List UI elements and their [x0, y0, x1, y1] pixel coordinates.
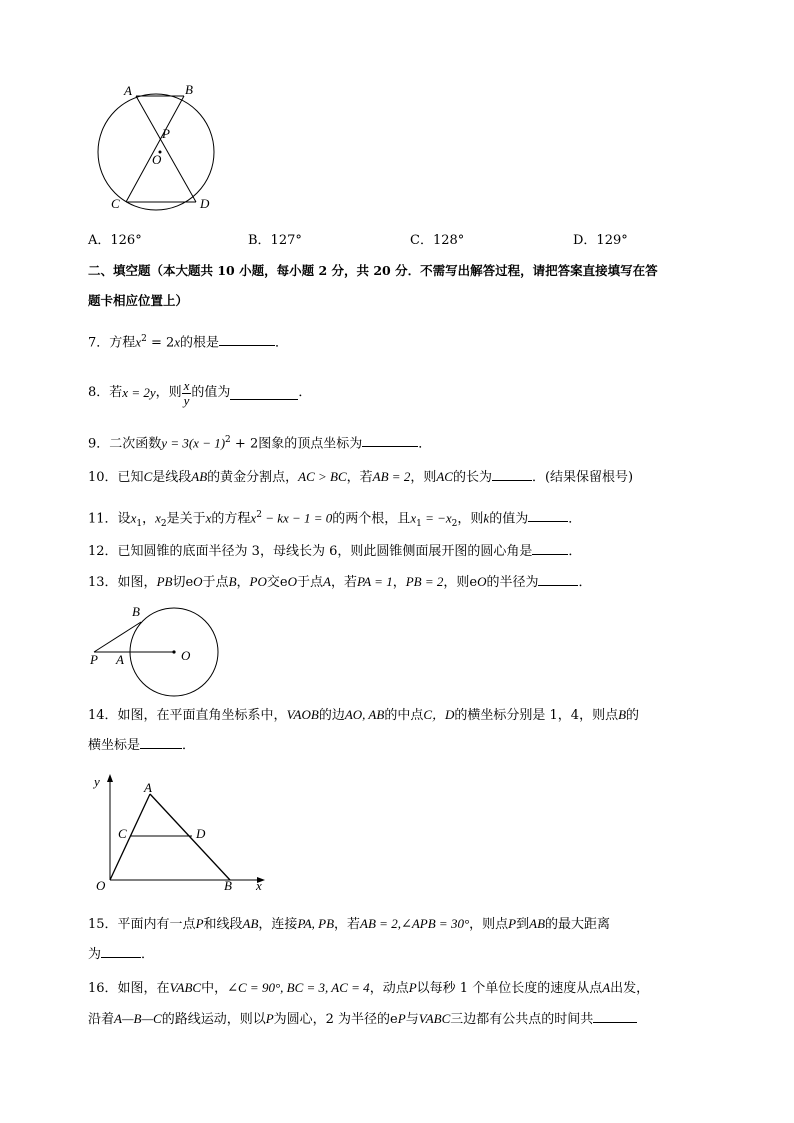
- choice-a: A．126°: [88, 233, 142, 248]
- label-p: P: [162, 126, 170, 141]
- segment-ab: [150, 794, 230, 880]
- q7-answer-blank[interactable]: [219, 333, 275, 346]
- section2-line2: 题卡相应位置上）: [88, 293, 189, 308]
- section2-line1: 二、填空题（本大题共 10 小题，每小题 2 分，共 20 分．不需写出解答过程，请把答案直接填写在答: [88, 263, 658, 278]
- question-12: 12．已知圆锥的底面半径为 3，母线长为 6，则此圆锥侧面展开图的圆心角是 ．: [88, 544, 582, 559]
- label-a2: A: [116, 652, 124, 667]
- question-8: 8． 若 x = 2y ，则 $\frac{x}{y}$ 的值为 ．: [88, 377, 312, 408]
- q7-x: x: [135, 334, 142, 350]
- label-b2: B: [132, 604, 140, 619]
- center-dot-2: [172, 650, 175, 653]
- choice-b: B．127°: [248, 233, 302, 248]
- label-d3: D: [196, 826, 206, 841]
- q14-answer-blank[interactable]: [140, 736, 182, 749]
- choices-row: [88, 229, 728, 247]
- question-13: 13．如图，PB切eO于点B，PO交eO于点A，若PA = 1，PB = 2，则eO的半径为 ．: [88, 574, 592, 590]
- question-9: 9．二次函数$y = 3(x - 1)^2 + 2$图象的顶点坐标为 ．: [88, 435, 432, 452]
- chord-bc: [126, 96, 184, 202]
- label-b: B: [185, 82, 193, 97]
- question-16: 16．如图，在VABC中，∠C = 90°, BC = 3, AC = 4，动点P以每秒 1 个单位长度的速度从点A出发， 沿着A—B—C的路线运动，则以P为圆心，2 为半径的eP与VABC三边都有公共点的时间共: [88, 980, 650, 1027]
- figure-circle-chords: [96, 80, 226, 216]
- q7-eq: = 2: [146, 335, 175, 351]
- label-b3: B: [224, 878, 232, 893]
- q12-answer-blank[interactable]: [532, 542, 568, 555]
- chord-ad: [136, 96, 196, 202]
- label-o: O: [152, 152, 162, 167]
- q9-answer-blank[interactable]: [362, 434, 418, 447]
- question-7: 7．方程$x^2 = 2x$的根是 ．: [88, 334, 289, 351]
- q15-answer-blank[interactable]: [101, 945, 141, 958]
- choice-d: D．129°: [573, 233, 628, 248]
- question-10: 10．已知C是线段AB的黄金分割点，AC > BC，若AB = 2，则AC的长为 ．(结果保留根号): [88, 469, 634, 485]
- figure-tangent: [86, 600, 226, 700]
- q13-answer-blank[interactable]: [538, 573, 578, 586]
- label-x: x: [256, 878, 262, 893]
- q8-answer-blank[interactable]: [230, 387, 298, 400]
- q16-answer-blank[interactable]: [593, 1010, 637, 1023]
- choice-c: C．128°: [410, 233, 465, 248]
- q7-post: 的根是: [180, 335, 220, 351]
- label-a3: A: [144, 780, 152, 795]
- label-d: D: [200, 196, 210, 211]
- question-15: 15．平面内有一点P和线段AB，连接PA, PB，若AB = 2,∠APB = 30°，则点P到AB的最大距离 为 ．: [88, 916, 611, 962]
- label-y: y: [94, 774, 100, 789]
- figure-coordinate-triangle: [88, 772, 278, 894]
- q11-answer-blank[interactable]: [528, 509, 568, 522]
- q9-eq: y = 3(x − 1): [161, 435, 226, 451]
- q10-answer-blank[interactable]: [492, 468, 532, 481]
- question-14: 14．如图，在平面直角坐标系中，VAOB的边AO, AB的中点C，D的横坐标分别是 1，4，则点B的 横坐标是 ．: [88, 707, 640, 753]
- y-axis-arrow: [107, 774, 113, 782]
- q8-eq: x = 2y: [122, 385, 156, 400]
- segment-oa: [110, 794, 150, 880]
- segment-pb: [94, 622, 141, 652]
- label-c3: C: [118, 826, 127, 841]
- label-o2: O: [181, 648, 191, 663]
- label-p2: P: [90, 652, 98, 667]
- q8-fraction: $\frac{x}{y}$: [183, 377, 190, 408]
- q7-pre: 方程: [109, 335, 136, 351]
- question-11: 11．设$x_1$，$x_2$是关于x的方程$x^2$ − kx − 1 = 0的两个根，且$x_1 = -x_2$，则k的值为 ．: [88, 510, 582, 529]
- q7-num: 7．: [88, 335, 110, 351]
- label-a: A: [124, 83, 132, 98]
- label-o3: O: [96, 878, 106, 893]
- label-c: C: [111, 196, 120, 211]
- q7-x2: x: [174, 334, 181, 350]
